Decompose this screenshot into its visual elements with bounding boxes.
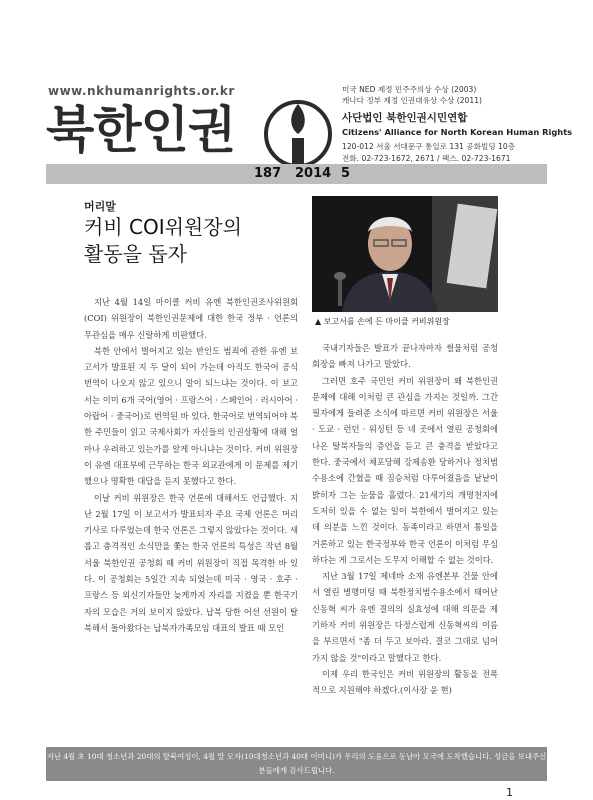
- headline-line: 활동을 돕자: [84, 242, 187, 266]
- photo-caption: ▲ 보고서를 손에 든 마이클 커비위원장: [315, 317, 450, 326]
- headline-line: 커비 COI위원장의: [84, 215, 242, 239]
- photo-illustration: [312, 196, 498, 312]
- article-paragraph: 국내기자들은 발표가 끝나자마자 썰물처럼 공청회장을 빠져 나가고 말았다.: [312, 343, 498, 370]
- org-name-korean: 사단법인 북한인권시민연합: [342, 112, 468, 124]
- notice-box: [46, 747, 547, 781]
- org-address: 120-012 서울 서대문구 통일로 131 공화빌딩 10층: [342, 142, 516, 151]
- article-paragraph: 북한 안에서 벌어지고 있는 반인도 범죄에 관한 유엔 보고서가 발표된 지 두 달이 되어 가는데 아직도 한국어 공식번역이 나오지 않고 있으니 말이 되느냐는 것이다. 이 보고서는 이미 6개 국어(영어 · 프랑스어 · 스페인어 · 러시아어 · 아랍어 · 중국어)로 번역된 바 있다. 한국어로 번역되어야 북한 주민들이 읽고 국제사회가 자신들의 인권상황에 대해 얼마나 우려하고 있는가를 알게 아니냐는 것이다. 커비 위원장이 유엔 대표부에 근무하는 한국 외교관에게 이 문제를 제기했으나 명확한 대답을 듣지 못했다고 한다.: [84, 345, 298, 487]
- issue-month: 5: [341, 166, 351, 181]
- notice-text: 지난 4월 초 10대 청소년과 20대의 탈북여성이, 4월 말 모자(10대청소년과 40대 어머니)가 우리의 도움으로 동남아 모국에 도착했습니다. 성금을 보내주신 분들에게 감사드립니다.: [46, 752, 547, 775]
- org-contact: [342, 141, 515, 165]
- issue-year: 2014: [295, 166, 332, 181]
- article-photo: [312, 196, 498, 312]
- issue-bar: [46, 164, 547, 184]
- article-headline: [84, 214, 242, 268]
- award-line: 캐나다 정부 제정 인권대유상 수상 (2011): [342, 96, 483, 105]
- article-paragraph: 지난 4월 14일 마이클 커비 유엔 북한인권조사위원회(COI) 위원장이 북한인권문제에 대한 한국 정부 · 언론의 무관심을 매우 신랄하게 비판했다.: [84, 297, 298, 340]
- awards: [342, 84, 482, 106]
- section-label: 머리말: [84, 200, 116, 213]
- article-paragraph: 이날 커비 위원장은 한국 언론에 대해서도 언급했다. 지난 2월 17일 이 보고서가 발표되자 주요 국제 언론은 머리기사로 다루었는데 한국 언론은 그렇지 않았다는 것이다. 새롭고 충격적인 소식만을 쫓는 한국 언론의 특성은 작년 8월 서울 북한인권 공청회 때 커비 위원장이 직접 목격한 바 있다. 이 공청회는 5일간 지속 되었는데 미국 · 영국 · 호주 · 프랑스 등 외신기자들만 늦게까지 자리를 지켰을 뿐 한국기자의 모습은 거의 보이지 않았다. 납북 당한 어선 선원이 탈북해서 돌아왔다는 납북자가족모임 대표의 발표 때 모인: [84, 492, 298, 633]
- article-column-right: [312, 340, 498, 699]
- masthead-title: 북한인권: [46, 101, 236, 159]
- article-paragraph: 지난 3월 17일 제네바 소재 유엔본부 건물 안에서 열린 병행미팅 때 북한정치범수용소에서 태어난 신동혁 씨가 유엔 결의의 실효성에 대해 의문을 제기하자 커비 위원장은 다정스럽게 신동혁씨의 이름을 부르면서 "좀 더 두고 보아라. 결코 그대로 넘어가지 않을 것"이라고 말했다고 한다.: [312, 571, 498, 663]
- website-url: www.nkhumanrights.or.kr: [48, 84, 235, 98]
- award-line: 미국 NED 제정 민주주의상 수상 (2003): [342, 85, 477, 94]
- issue-number: 187: [254, 166, 282, 181]
- org-phone-fax: 전화. 02-723-1672, 2671 / 팩스. 02-723-1671: [342, 154, 511, 163]
- article-paragraph: 이제 우리 한국인은 커비 위원장의 활동을 전폭적으로 지원해야 하겠다.(이사장 윤 현): [312, 668, 498, 696]
- page-number: 1: [506, 786, 513, 799]
- org-name-english: Citizens' Alliance for North Korean Human Rights: [342, 127, 573, 137]
- article-column-left: [84, 294, 298, 636]
- article-paragraph: 그러면 호주 국민인 커비 위원장이 왜 북한인권문제에 대해 이처럼 큰 관심을 가지는 것일까. 그간 필자에게 들려준 소식에 따르면 커비 위원장은 서울 · 도쿄 · 런던 · 워싱턴 등 네 곳에서 열린 공청회에 나온 탈북자들의 증언을 듣고 큰 충격을 받았다고 한다. 중국에서 체포당해 강제송환 당하거나 정치범수용소에 간혔을 때 짐승처럼 다루어졌음을 낱낱이 밝히자 그는 눈물을 흘렸다. 21세기의 개명천지에 도저히 있을 수 없는 일이 북한에서 벌어지고 있는 데 의분을 느낀 것이다. 동족이라고 하면서 통일을 거론하고 있는 한국정부와 한국 언론이 이처럼 무심하다는 게 그로서는 도무지 이해할 수 없는 것이다.: [312, 375, 498, 565]
